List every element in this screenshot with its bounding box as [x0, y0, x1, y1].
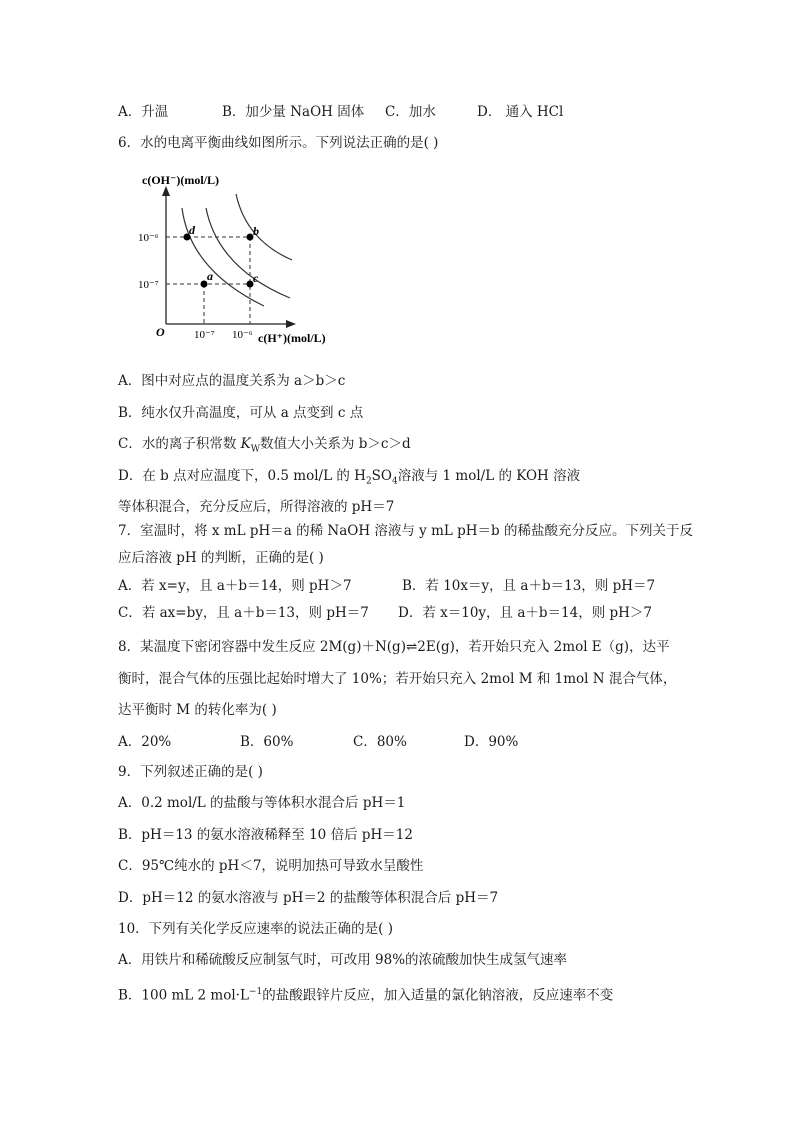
- q9-option-a: A．0.2 mol/L 的盐酸与等体积水混合后 pH＝1: [118, 795, 406, 811]
- q10-option-a: A．用铁片和稀硫酸反应制氢气时，可改用 98%的浓硫酸加快生成氢气速率: [118, 952, 568, 968]
- q10-option-b: B．100 mL 2 $mol\cdot L^{-1}$的盐酸跟锌片反应，加入适量的氯化钠溶液，反应速率不变: [118, 987, 614, 1004]
- q9-option-d: D．pH＝12 的氨水溶液与 pH＝2 的盐酸等体积混合后 pH＝7: [118, 890, 499, 906]
- q8-stem-line1: 8．某温度下密闭容器中发生反应 2M(g)＋N(g)⇌2E(g)，若开始只充入 2mol E（g)，达平: [118, 639, 670, 655]
- point-label-c: c: [253, 271, 259, 285]
- q8-option-a: A．20%: [118, 734, 172, 750]
- x-tick-1e-7: 10⁻⁷: [194, 329, 215, 341]
- q10-stem: 10．下列有关化学反应速率的说法正确的是( ): [118, 921, 394, 937]
- q8-option-c: C．80%: [353, 734, 407, 750]
- q7-stem-line2: 应后溶液 pH 的判断，正确的是( ): [118, 550, 324, 566]
- y-axis-label: c(OH⁻)(mol/L): [142, 173, 219, 187]
- q7-stem-line1: 7．室温时，将 x mL pH＝a 的稀 NaOH 溶液与 y mL pH＝b 的稀盐酸充分反应。下列关于反: [118, 523, 693, 539]
- q8-stem-line2: 衡时，混合气体的压强比起始时增大了 10%；若开始只充入 2mol M 和 1mol N 混合气体，: [118, 671, 677, 687]
- q5-option-c: C．加水: [385, 104, 436, 120]
- x-tick-1e-6: 10⁻⁶: [232, 329, 253, 341]
- x-axis-arrow: [286, 320, 296, 328]
- water-ionization-figure: [132, 168, 352, 358]
- q9-option-c: C．95℃纯水的 pH＜7，说明加热可导致水呈酸性: [118, 858, 424, 874]
- point-label-d: d: [189, 223, 195, 237]
- q9-stem: 9．下列叙述正确的是( ): [118, 764, 263, 780]
- point-label-a: a: [207, 269, 213, 283]
- q9-option-b: B．pH＝13 的氨水溶液稀释至 10 倍后 pH＝12: [118, 827, 413, 843]
- q8-option-b: B．60%: [240, 734, 294, 750]
- isotherm-curve-high: [236, 194, 292, 260]
- q6-option-d: D．在 b 点对应温度下，0.5 mol/L 的 $H_2SO_4$溶液与 1 mol/L 的 KOH 溶液: [118, 468, 581, 487]
- q6-option-a: A．图中对应点的温度关系为 a＞b＞c: [118, 373, 346, 389]
- y-tick-1e-7: 10⁻⁷: [138, 279, 159, 291]
- q6-stem: 6．水的电离平衡曲线如图所示。下列说法正确的是( ): [118, 135, 439, 151]
- q8-stem-line3: 达平衡时 M 的转化率为( ): [118, 702, 277, 718]
- point-label-b: b: [253, 224, 259, 238]
- y-axis-arrow: [162, 186, 170, 196]
- q5-option-b: B．加少量 NaOH 固体: [222, 104, 365, 120]
- q7-option-b: B．若 10x＝y，且 a＋b＝13，则 pH＝7: [402, 578, 656, 594]
- q7-option-c: C．若 ax=by，且 a＋b＝13，则 pH＝7: [118, 605, 369, 621]
- q6-option-d-continued: 等体积混合，充分反应后，所得溶液的 pH＝7: [118, 499, 395, 515]
- q6-option-c: C．水的离子积常数 $K_W$数值大小关系为 b＞c＞d: [118, 436, 411, 455]
- x-axis-label: c(H⁺)(mol/L): [258, 331, 326, 345]
- origin-label: O: [156, 325, 165, 339]
- q5-option-d: D． 通入 HCl: [477, 104, 564, 120]
- q7-option-a: A．若 x=y，且 a＋b＝14，则 pH＞7: [118, 578, 352, 594]
- q7-option-d: D．若 x＝10y，且 a＋b＝14，则 pH＞7: [398, 605, 652, 621]
- q5-option-a: A．升温: [118, 104, 169, 120]
- y-tick-1e-6: 10⁻⁶: [138, 232, 159, 244]
- q6-option-b: B．纯水仅升高温度，可从 a 点变到 c 点: [118, 405, 364, 421]
- q8-option-d: D．90%: [464, 734, 519, 750]
